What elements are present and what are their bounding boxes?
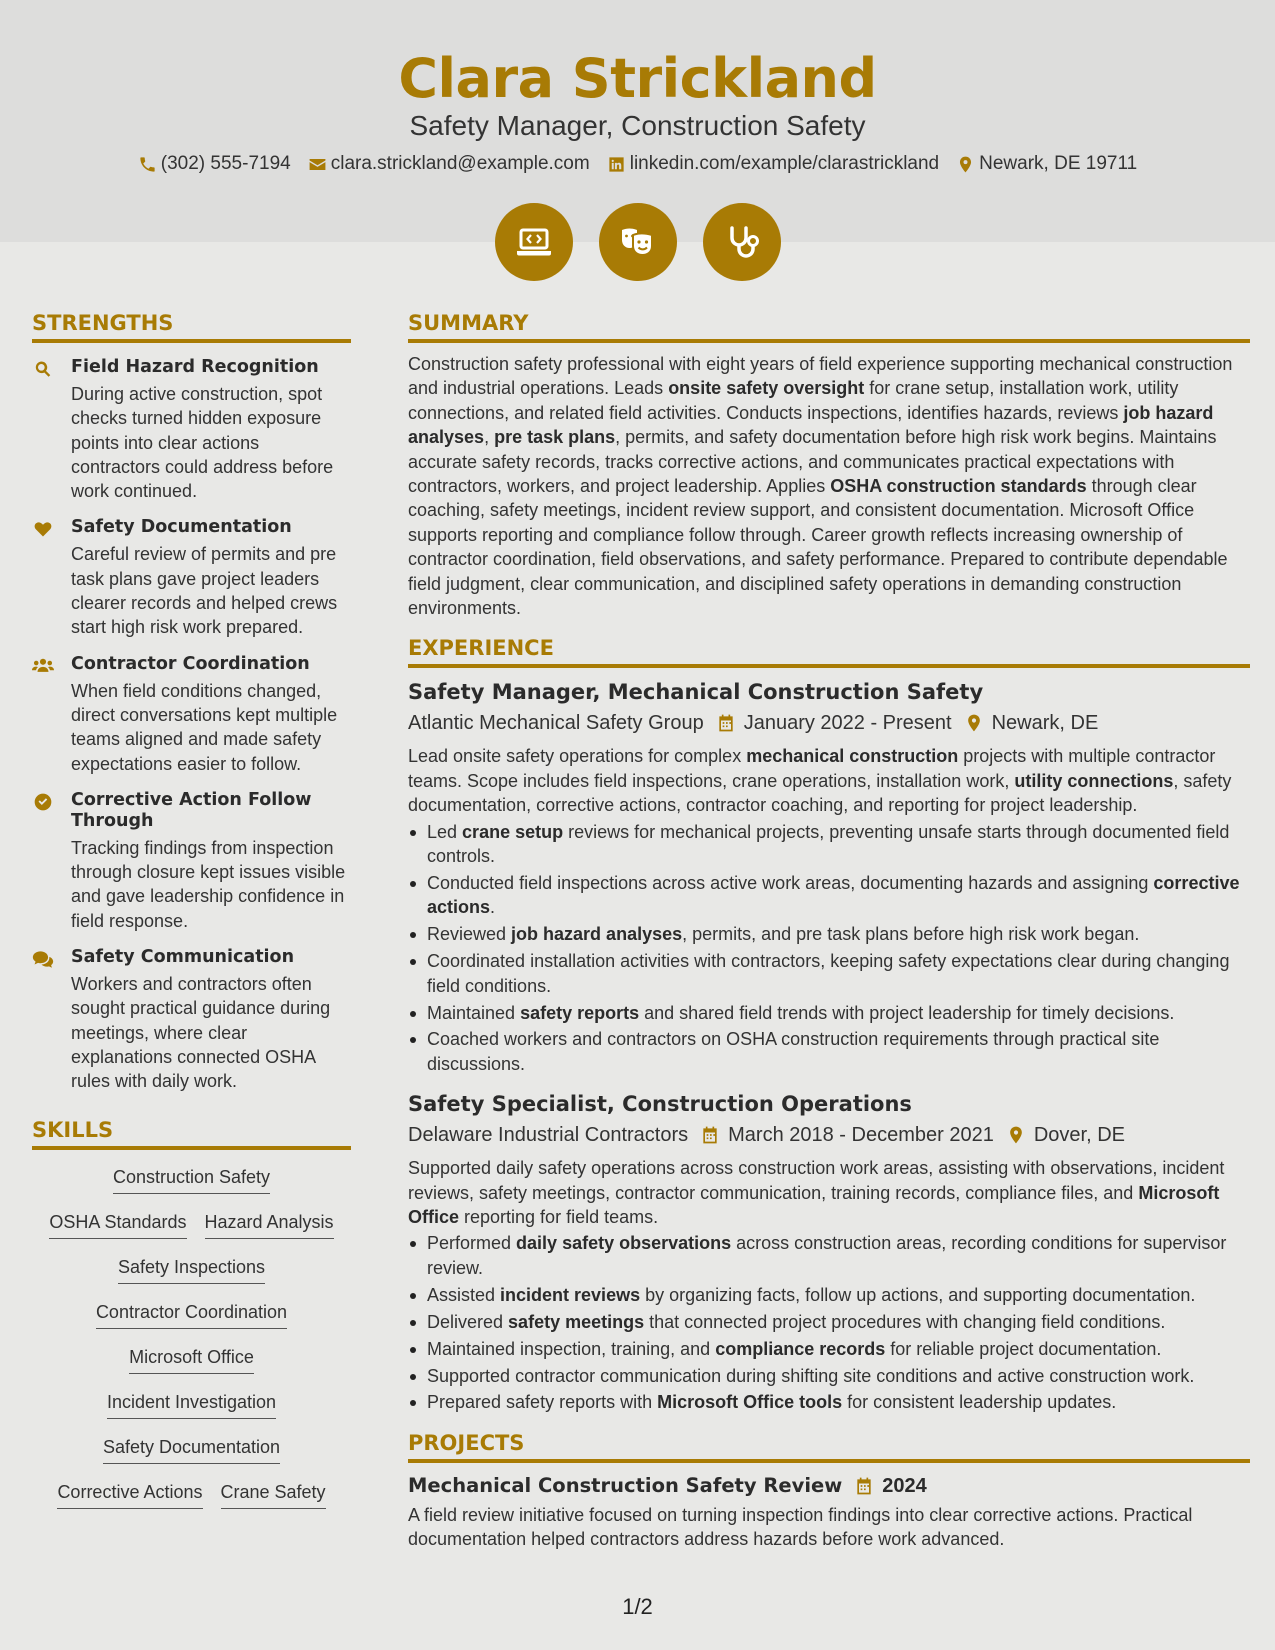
stethoscope-badge: [703, 203, 781, 281]
theater-masks-icon: [618, 222, 658, 262]
skill-tag: Safety Documentation: [103, 1434, 280, 1464]
calendar-icon: [700, 1125, 720, 1145]
strength-item: [32, 947, 351, 1093]
skills-list: [32, 1164, 351, 1524]
strength-title: Contractor Coordination: [71, 653, 310, 674]
bold-keyword: compliance records: [715, 1338, 886, 1359]
search-icon: [32, 359, 54, 379]
left-column: [32, 309, 351, 1524]
calendar-icon: [716, 713, 736, 733]
bold-keyword: pre task plans: [494, 427, 616, 448]
contact-linkedin[interactable]: [607, 151, 939, 177]
bold-keyword: onsite safety oversight: [668, 378, 865, 399]
check-circle-icon: [32, 792, 54, 812]
job-description: Supported daily safety operations across construction work areas, assisting with observations, incident reviews, safety meetings, contractor communication, training records, compliance files, and Microsoft Office reporting for field teams.: [408, 1158, 1225, 1228]
strength-item: [32, 517, 351, 639]
job-location: Dover, DE: [1033, 1124, 1125, 1147]
bold-keyword: safety meetings: [508, 1311, 645, 1332]
experience-heading: EXPERIENCE: [408, 634, 1250, 668]
map-marker-icon: [956, 155, 975, 174]
phone-icon: [138, 155, 157, 174]
bold-keyword: job hazard analyses: [511, 924, 683, 945]
candidate-title: Safety Manager, Construction Safety: [409, 110, 866, 141]
strength-title: Corrective Action Follow Through: [71, 789, 312, 831]
email-text: clara.strickland@example.com: [330, 153, 590, 174]
job-title: Safety Manager, Mechanical Construction Safety: [408, 680, 984, 705]
laptop-code-icon: [514, 222, 554, 262]
strength-item: [32, 357, 351, 503]
bullet-item: Led crane setup reviews for mechanical projects, preventing unsafe starts through documented field controls.: [408, 820, 1250, 869]
contact-email[interactable]: [308, 151, 590, 177]
laptop-code-badge: [495, 203, 573, 281]
job-description: Lead onsite safety operations for complex mechanical construction projects with multiple contractor teams. Scope includes field inspections, crane operations, installation work, utility connections, safety documentation, corrective actions, contractor coaching, and reporting for project leadership.: [408, 746, 1232, 816]
bullet-item: Coordinated installation activities with contractors, keeping safety expectations clear during changing field conditions.: [408, 949, 1250, 998]
job-title: Safety Specialist, Construction Operations: [408, 1092, 912, 1117]
bold-keyword: mechanical construction: [746, 746, 959, 767]
company-name: Delaware Industrial Contractors: [408, 1124, 689, 1147]
bold-keyword: corrective actions: [427, 873, 1240, 918]
skill-tag: Safety Inspections: [118, 1254, 265, 1284]
interest-badges: [0, 203, 1275, 281]
candidate-name: Clara Strickland: [398, 47, 877, 110]
strength-text: Tracking findings from inspection through closure kept issues visible and gave leadership confidence in field response.: [71, 837, 346, 931]
bold-keyword: OSHA construction standards: [830, 476, 1087, 497]
skill-tag: Crane Safety: [221, 1479, 326, 1509]
linkedin-text: linkedin.com/example/clarastrickland: [629, 153, 940, 174]
job-dates: January 2022 - Present: [743, 712, 952, 735]
bullet-item: Prepared safety reports with Microsoft Office tools for consistent leadership updates.: [408, 1390, 1250, 1414]
project-title: Mechanical Construction Safety Review: [408, 1473, 843, 1497]
skill-tag: Hazard Analysis: [205, 1209, 334, 1239]
strength-title: Safety Documentation: [71, 517, 292, 538]
heart-icon: [32, 519, 54, 539]
job-bullets: [408, 1231, 1250, 1414]
summary-text: Construction safety professional with eight years of field experience supporting mechanical construction and industrial operations. Leads onsite safety oversight for crane setup, installation work, utility connections, and related field activities. Conducts inspections, identifies hazards, reviews job hazard analyses, pre task plans, permits, and safety documentation before high risk work begins. Maintains accurate safety records, tracks corrective actions, and communicates practical expectations with contractors, workers, and project leadership. Applies OSHA construction standards through clear coaching, safety meetings, incident review support, and consistent documentation. Microsoft Office supports reporting and compliance follow through. Career growth reflects increasing ownership of contractor coordination, field observations, and safety performance. Prepared to contribute dependable field judgment, clear communication, and disciplined safety operations in demanding construction environments.: [408, 354, 1233, 619]
strength-item: [32, 790, 351, 933]
linkedin-icon: [607, 155, 626, 174]
strength-text: Workers and contractors often sought practical guidance during meetings, where clear explanations connected OSHA rules with daily work.: [71, 974, 331, 1092]
bold-keyword: daily safety observations: [516, 1233, 732, 1254]
calendar-icon: [854, 1476, 874, 1496]
theater-masks-badge: [599, 203, 677, 281]
bullet-item: Reviewed job hazard analyses, permits, and pre task plans before high risk work began.: [408, 922, 1250, 946]
skill-tag: Contractor Coordination: [96, 1299, 287, 1329]
strength-text: During active construction, spot checks turned hidden exposure points into clear actions contractors could address before work continued.: [71, 384, 334, 502]
bullet-item: Supported contractor communication during shifting site conditions and active construction work.: [408, 1364, 1250, 1388]
bullet-item: Maintained safety reports and shared field trends with project leadership for timely decisions.: [408, 1001, 1250, 1025]
phone-text: (302) 555-7194: [160, 153, 291, 174]
bold-keyword: Microsoft Office tools: [657, 1392, 843, 1413]
skill-tag: Corrective Actions: [57, 1479, 202, 1509]
bullet-item: Coached workers and contractors on OSHA construction requirements through practical site discussions.: [408, 1027, 1250, 1076]
bold-keyword: job hazard analyses: [408, 402, 1214, 448]
summary-heading: SUMMARY: [408, 309, 1250, 343]
envelope-icon: [308, 155, 327, 174]
bullet-item: Delivered safety meetings that connected project procedures with changing field conditions.: [408, 1310, 1250, 1334]
skill-tag: OSHA Standards: [49, 1209, 186, 1239]
job-entry: [408, 1090, 1250, 1415]
job-bullets: [408, 820, 1250, 1077]
right-column: [408, 309, 1250, 1552]
bullet-item: Conducted field inspections across active work areas, documenting hazards and assigning corrective actions.: [408, 871, 1250, 920]
bold-keyword: safety reports: [520, 1002, 640, 1023]
page-number: 1/2: [622, 1594, 653, 1619]
skill-tag: Construction Safety: [113, 1164, 270, 1194]
projects-heading: PROJECTS: [408, 1429, 1250, 1463]
project-description: A field review initiative focused on turning inspection findings into clear corrective actions. Practical documentation helped contractors address hazards before work advanced.: [408, 1504, 1193, 1550]
comments-icon: [32, 949, 54, 969]
bold-keyword: crane setup: [462, 821, 564, 842]
job-meta: [408, 708, 1250, 738]
resume-header: [0, 0, 1275, 242]
contact-phone[interactable]: [138, 151, 291, 177]
skills-heading: SKILLS: [32, 1116, 351, 1150]
bold-keyword: utility connections: [1014, 770, 1174, 791]
project-year: 2024: [882, 1474, 927, 1497]
strength-item: [32, 654, 351, 776]
strength-text: When field conditions changed, direct conversations kept multiple teams aligned and made safety expectations easier to follow.: [71, 680, 338, 774]
bold-keyword: incident reviews: [500, 1284, 641, 1305]
bullet-item: Maintained inspection, training, and compliance records for reliable project documentation.: [408, 1337, 1250, 1361]
job-meta: [408, 1120, 1250, 1150]
job-dates: March 2018 - December 2021: [728, 1124, 994, 1147]
project-header: [408, 1473, 1250, 1499]
map-marker-icon: [1006, 1125, 1026, 1145]
strength-text: Careful review of permits and pre task plans gave project leaders clearer records and helped crews start high risk work prepared.: [71, 544, 338, 638]
company-name: Atlantic Mechanical Safety Group: [408, 712, 704, 735]
skill-tag: Microsoft Office: [129, 1344, 254, 1374]
contact-bar: [0, 151, 1275, 177]
job-entry: [408, 678, 1250, 1076]
contact-location: [956, 151, 1137, 177]
project-entry: [408, 1473, 1250, 1552]
job-location: Newark, DE: [991, 712, 1099, 735]
strengths-heading: STRENGTHS: [32, 309, 351, 343]
skill-tag: Incident Investigation: [107, 1389, 276, 1419]
users-icon: [32, 656, 54, 676]
location-text: Newark, DE 19711: [979, 153, 1138, 174]
bullet-item: Performed daily safety observations across construction areas, recording conditions for supervisor review.: [408, 1231, 1250, 1280]
bullet-item: Assisted incident reviews by organizing facts, follow up actions, and supporting documentation.: [408, 1283, 1250, 1307]
bold-keyword: Microsoft Office: [408, 1182, 1220, 1228]
strength-title: Field Hazard Recognition: [71, 357, 319, 377]
strength-title: Safety Communication: [71, 947, 295, 968]
stethoscope-icon: [722, 222, 762, 262]
map-marker-icon: [964, 713, 984, 733]
